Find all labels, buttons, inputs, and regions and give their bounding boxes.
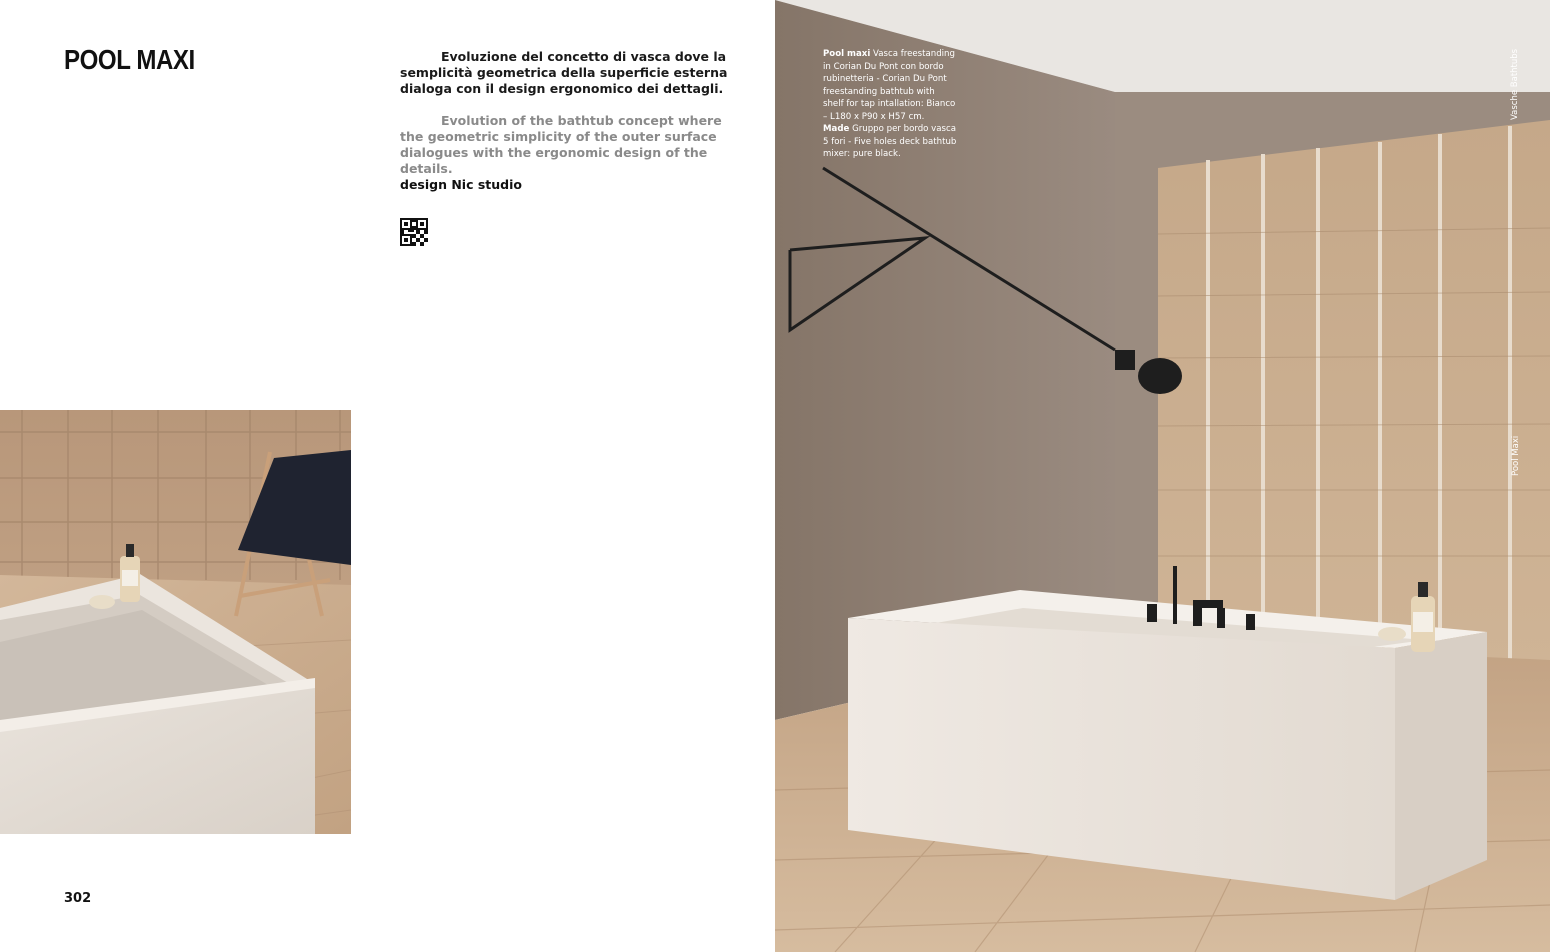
bathtub-detail-photo (0, 410, 351, 834)
caption-product-name: Pool maxi (823, 49, 871, 59)
page-number: 302 (64, 891, 92, 906)
product-caption (823, 48, 958, 161)
intro-italian: Evoluzione del concetto di vasca dove la semplicità geometrica della superficie esterna dialoga con il design ergonomico dei dettagli. (400, 49, 728, 96)
intro-english: Evolution of the bathtub concept where the geometric simplicity of the outer surface dialogues with the ergonomic design of the details. (400, 113, 722, 176)
caption-product-desc: Vasca freestanding in Corian Du Pont con bordo rubinetteria - Corian Du Pont freestanding bathtub with shelf for tap intallation: Bianco – L180 x P90 x H57 cm. (823, 49, 956, 122)
page-title: POOL MAXI (64, 44, 195, 75)
caption-mixer-desc: Gruppo per bordo vasca 5 fori - Five holes deck bathtub mixer: pure black. (823, 124, 957, 159)
designer-credit: design Nic studio (400, 177, 522, 192)
product-side-label: Pool Maxi (1511, 435, 1521, 476)
qr-code-icon[interactable] (400, 218, 428, 246)
caption-mixer-name: Made (823, 124, 850, 134)
category-side-label: Vasche Bathtubs (1510, 48, 1520, 120)
